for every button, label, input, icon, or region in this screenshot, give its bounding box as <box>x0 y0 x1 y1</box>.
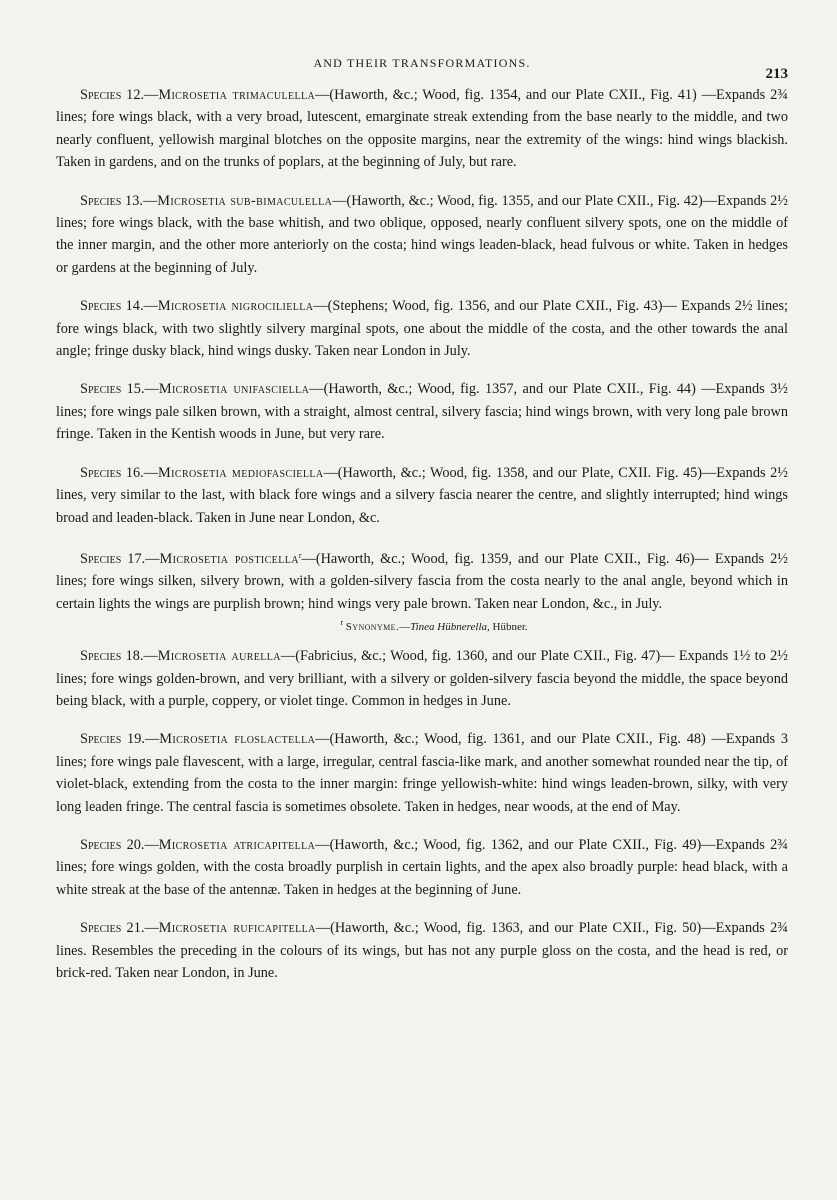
species-label: Species 20. <box>80 836 145 853</box>
species-label: Species 14. <box>80 298 144 315</box>
species-citation: —(Fabricius, &c.; Wood, fig. 1360, and our Plate CXII., Fig. 47)— Expands 1½ to <box>280 648 766 665</box>
species-citation: —(Haworth, &c.; Wood, fig. 1359, and our Plate CXII., Fig. 46)— Expands <box>301 550 765 567</box>
species-citation: —(Stephens; Wood, fig. 1356, and our Plate CXII., Fig. 43)— Expands <box>313 298 731 315</box>
footnote-label: Synonyme. <box>345 621 400 634</box>
wingspan-value: 2½ <box>770 550 788 567</box>
wingspan-value: 2¾ <box>770 87 788 103</box>
species-entry-12: Species 12.—Microsetia trimaculella—(Haworth, &c.; Wood, fig. 1354, and our Plate CXII., Fig. 41) —Expands 2¾ lines; fore wings black, with a very broad, lutescent, emarginate streak extending from the base nearly to the middle, and two nearly confluent, yellowish marginal blotches on the opposite margins, near the extremity of the wings: hind wings blackish. Taken in gardens, and on the trunks of poplars, at the beginning of July, but rare. <box>56 87 788 171</box>
species-citation: —(Haworth, &c.; Wood, fig. 1357, and our Plate CXII., Fig. 44) —Expands <box>309 381 765 398</box>
species-entry-13: Species 13.—Microsetia sub-bimaculella—(Haworth, &c.; Wood, fig. 1355, and our Plate CXII., Fig. 42)—Expands 2½ lines; fore wings black, with the base whitish, and two oblique, opposed, nearly confluent silvery spots, one on the middle of the inner margin, and the other more anteriorly on the costa; hind wings leaden-black, head fulvous or white. Taken in hedges or gardens at the beginning of July. <box>56 192 788 276</box>
wingspan-value: 2½ <box>770 464 788 481</box>
species-description: lines; fore wings golden-brown, and very brilliant, with a silvery or golden-silvery fascia beyond the middle, the space beyond being black, with a purple, coppery, or violet tinge. Common in hedges in June. <box>56 670 788 709</box>
footnote-author: Hübner. <box>492 621 528 634</box>
species-list <box>56 84 788 1000</box>
footnote-mark: r <box>340 618 343 628</box>
species-label: Species 13. <box>80 192 143 209</box>
species-entry-19: Species 19.—Microsetia floslactella—(Haworth, &c.; Wood, fig. 1361, and our Plate CXII., Fig. 48) —Expands 3 lines; fore wings pale flavescent, with a large, irregular, central fascia-like mark, and another somewhat rounded near the tip, of violet-black, extending from the costa to the inner margin: fringe yellowish-white: hind wings leaden-brown, silky, with very long leaden fringe. The central fascia is sometimes obsolete. Taken in hedges, near woods, at the end of May. <box>56 731 788 815</box>
species-description: lines; fore wings golden, with the costa broadly purplish in certain lights, and the apex also broadly purple: head black, with a white streak at the base of the antennæ. Taken in hedges at the beginning of June. <box>56 859 788 898</box>
species-citation: —(Haworth, &c.; Wood, fig. 1355, and our Plate CXII., Fig. 42)—Expands <box>332 192 767 209</box>
wingspan-value: 3 <box>780 731 788 748</box>
page-number: 213 <box>765 66 788 82</box>
species-label: Species 21. <box>80 920 145 937</box>
species-name: Microsetia ruficapitella <box>158 920 316 937</box>
species-entry-21: Species 21.—Microsetia ruficapitella—(Haworth, &c.; Wood, fig. 1363, and our Plate CXII., Fig. 50)—Expands 2¾ lines. Resembles the preceding in the colours of its wings, but has not any purple gloss on the costa, and the head is red, or brick-red. Taken near London, in June. <box>56 920 788 981</box>
species-description: lines. Resembles the preceding in the colours of its wings, but has not any purple gloss on the costa, and the head is red, or brick-red. Taken near London, in June. <box>56 942 788 981</box>
wingspan-value: 2¾ <box>770 836 788 853</box>
footnote <box>56 615 788 635</box>
footnote-dash: — <box>399 621 411 634</box>
species-entry-20: Species 20.—Microsetia atricapitella—(Haworth, &c.; Wood, fig. 1362, and our Plate CXII., Fig. 49)—Expands 2¾ lines; fore wings golden, with the costa broadly purplish in certain lights, and the apex also broadly purple: head black, with a white streak at the base of the antennæ. Taken in hedges at the beginning of June. <box>56 836 788 898</box>
species-description: lines; fore wings black, with two slightly silvery marginal spots, one about the middle of the costa, and the other towards the anal angle; fringe dusky black, hind wings dusky. Taken near London in July. <box>56 298 788 360</box>
footnote-mark: r <box>298 550 302 560</box>
species-description: lines; fore wings black, with the base whitish, and two oblique, opposed, nearly confluent silvery spots, one on the middle of the inner margin, and the other more anteriorly on the costa; hind wings leaden-black, head fulvous or white. Taken in hedges or gardens at the beginning of July. <box>56 215 788 276</box>
species-name: Microsetia posticella <box>159 550 299 567</box>
species-name: Microsetia trimaculella <box>158 87 316 103</box>
species-label: Species 15. <box>80 381 145 398</box>
species-description: lines; fore wings silken, silvery brown, with a golden-silvery fascia from the costa nearly to the anal angle, beyond which in certain lights the wings are purplish brown; hind wings very pale brown. Taken near London, &c., in July. <box>56 573 788 612</box>
species-entry-16: Species 16.—Microsetia mediofasciella—(Haworth, &c.; Wood, fig. 1358, and our Plate, CXII. Fig. 45)—Expands 2½ lines, very similar to the last, with black fore wings and a silvery fascia nearer the centre, and slightly interrupted; hind wings broad and leaden-black. Taken in June near London, &c. <box>56 464 788 526</box>
species-name: Microsetia floslactella <box>159 731 316 748</box>
species-name: Microsetia unifasciella <box>158 381 310 398</box>
species-description: lines; fore wings black, with a very broad, lutescent, emarginate streak extending from the base nearly to the middle, and two nearly confluent, yellowish marginal blotches on the opposite margins, near the extremity of the wings: hind wings blackish. Taken in gardens, and on the trunks of poplars, at the beginning of July, but rare. <box>56 109 788 171</box>
species-label: Species 17. <box>80 550 146 567</box>
species-label: Species 19. <box>80 731 145 748</box>
species-citation: —(Haworth, &c.; Wood, fig. 1363, and our Plate CXII., Fig. 50)—Expands <box>315 920 765 937</box>
species-entry-14: Species 14.—Microsetia nigrociliella—(Stephens; Wood, fig. 1356, and our Plate CXII., Fig. 43)— Expands 2½ lines; fore wings black, with two slightly silvery marginal spots, one about the middle of the costa, and the other towards the anal angle; fringe dusky black, hind wings dusky. Taken near London in July. <box>56 298 788 360</box>
running-head: AND THEIR TRANSFORMATIONS. <box>313 56 531 70</box>
species-name: Microsetia atricapitella <box>158 836 316 853</box>
wingspan-value: 2¾ <box>770 920 788 937</box>
footnote-synonym: Tinea Hübnerella, <box>410 621 490 634</box>
species-description: lines; fore wings pale flavescent, with a large, irregular, central fascia-like mark, and another somewhat rounded near the tip, of violet-black, extending from the costa to the inner margin: fringe yellowish-white: hind wings leaden-brown, silky, with very long leaden fringe. The central fascia is sometimes obsolete. Taken in hedges, near woods, at the end of May. <box>56 753 788 815</box>
species-citation: —(Haworth, &c.; Wood, fig. 1358, and our Plate, CXII. Fig. 45)—Expands <box>323 464 766 481</box>
species-description: lines, very similar to the last, with black fore wings and a silvery fascia nearer the centre, and slightly interrupted; hind wings broad and leaden-black. Taken in June near London, &c. <box>56 487 788 526</box>
species-name: Microsetia aurella <box>157 648 281 665</box>
wingspan-value: 3½ <box>770 381 788 398</box>
species-label: Species 18. <box>80 648 144 665</box>
species-entry-15: Species 15.—Microsetia unifasciella—(Haworth, &c.; Wood, fig. 1357, and our Plate CXII., Fig. 44) —Expands 3½ lines; fore wings pale silken brown, with a straight, almost central, silvery fascia; hind wings brown, with very long pale brown fringe. Taken in the Kentish woods in June, but very rare. <box>56 381 788 443</box>
wingspan-value: 2½ <box>770 192 788 209</box>
species-citation: —(Haworth, &c.; Wood, fig. 1361, and our Plate CXII., Fig. 48) —Expands <box>315 731 776 748</box>
species-description: lines; fore wings pale silken brown, with a straight, almost central, silvery fascia; hind wings brown, with very long pale brown fringe. Taken in the Kentish woods in June, but very rare. <box>56 403 788 443</box>
species-name: Microsetia mediofasciella <box>158 464 324 481</box>
wingspan-value: 2½ <box>734 298 753 315</box>
species-citation: —(Haworth, &c.; Wood, fig. 1354, and our Plate CXII., Fig. 41) —Expands <box>315 87 766 103</box>
species-name: Microsetia nigrociliella <box>157 298 314 315</box>
species-entry-17: Species 17.—Microsetia posticella$^r$—(Haworth, &c.; Wood, fig. 1359, and our Plate CXII., Fig. 46)— Expands 2½ lines; fore wings silken, silvery brown, with a golden-silvery fascia from the costa nearly to the anal angle, beyond which in certain lights the wings are purplish brown; hind wings very pale brown. Taken near London, &c., in July. <box>56 550 788 612</box>
species-citation: —(Haworth, &c.; Wood, fig. 1362, and our Plate CXII., Fig. 49)—Expands <box>315 836 765 853</box>
species-label: Species 12. <box>80 87 145 103</box>
species-entry-18: Species 18.—Microsetia aurella—(Fabricius, &c.; Wood, fig. 1360, and our Plate CXII., Fig. 47)— Expands 1½ to 2½ lines; fore wings golden-brown, and very brilliant, with a silvery or golden-silvery fascia beyond the middle, the space beyond being black, with a purple, coppery, or violet tinge. Common in hedges in June. <box>56 648 788 709</box>
wingspan-value: 2½ <box>770 648 788 665</box>
species-name: Microsetia sub-bimaculella <box>157 192 333 209</box>
species-label: Species 16. <box>80 464 144 481</box>
